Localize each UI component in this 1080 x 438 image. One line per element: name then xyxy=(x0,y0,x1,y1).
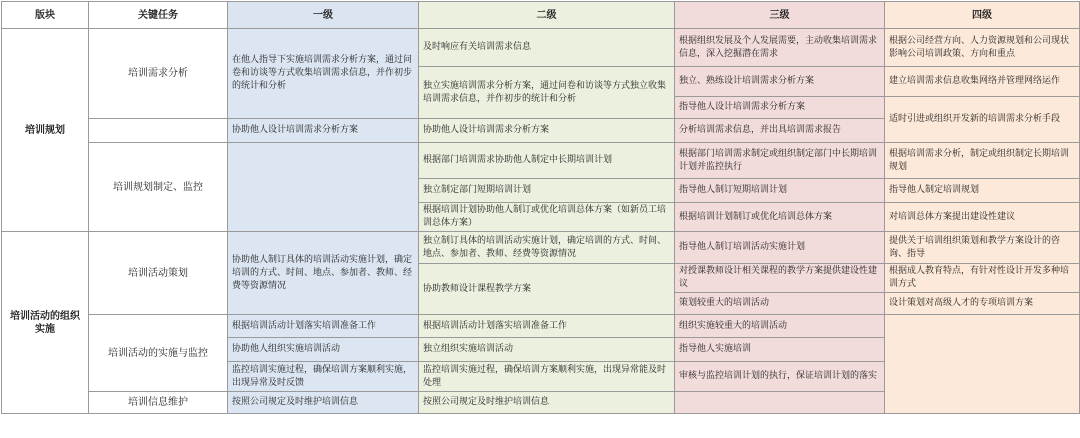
cell-level-3: 根据培训计划制订或优化培训总体方案 xyxy=(675,203,885,232)
table-row xyxy=(2,143,1080,179)
cell-level-2: 根据部门培训需求协助他人制定中长期培训计划 xyxy=(419,143,675,179)
header-level-3: 三级 xyxy=(675,2,885,29)
cell-level-2: 独立组织实施培训活动 xyxy=(419,338,675,362)
header-row xyxy=(2,2,1080,29)
cell-level-3: 策划较重大的培训活动 xyxy=(675,293,885,315)
cell-level-2: 监控培训实施过程，确保培训方案顺利实施，出现异常能及时处理 xyxy=(419,362,675,392)
cell-level-1: 监控培训实施过程，确保培训方案顺利实施，出现异常及时反馈 xyxy=(228,362,419,392)
cell-level-3: 指导他人设计培训需求分析方案 xyxy=(675,97,885,119)
table-row xyxy=(2,315,1080,338)
cell-level-4: 建立培训需求信息收集网络并管理网络运作 xyxy=(885,67,1080,97)
table-row xyxy=(2,29,1080,67)
cell-level-3: 指导他人制订短期培训计划 xyxy=(675,179,885,203)
cell-level-2: 按照公司规定及时维护培训信息 xyxy=(419,392,675,414)
cell-level-4: 根据成人教育特点，有针对性设计开发多种培训方式 xyxy=(885,264,1080,293)
header-level-2: 二级 xyxy=(419,2,675,29)
cell-level-1: 在他人指导下实施培训需求分析方案，通过问卷和访谈等方式收集培训需求信息，并作初步的统计和分析 xyxy=(228,29,419,119)
header-section: 版块 xyxy=(2,2,89,29)
cell-level-4: 提供关于培训组织策划和教学方案设计的咨询、指导 xyxy=(885,232,1080,264)
cell-level-4: 设计策划对高级人才的专项培训方案 xyxy=(885,293,1080,315)
competency-table xyxy=(1,1,1080,414)
cell-level-1: 按照公司规定及时维护培训信息 xyxy=(228,392,419,414)
section-implementation: 培训活动的组织实施 xyxy=(2,232,89,414)
cell-level-4: 适时引进或组织开发新的培训需求分析手段 xyxy=(885,97,1080,143)
cell-level-3: 组织实施较重大的培训活动 xyxy=(675,315,885,338)
cell-level-2: 及时响应有关培训需求信息 xyxy=(419,29,675,67)
cell-level-3: 指导他人实施培训 xyxy=(675,338,885,362)
cell-level-2: 独立制定部门短期培训计划 xyxy=(419,179,675,203)
cell-level-3: 独立、熟练设计培训需求分析方案 xyxy=(675,67,885,97)
cell-level-2: 独立制订具体的培训活动实施计划，确定培训的方式、时间、地点、参加者、教师、经费等资源情况 xyxy=(419,232,675,264)
cell-level-4: 根据公司经营方向、人力资源规划和公司现状影响公司培训政策、方向和重点 xyxy=(885,29,1080,67)
cell-level-3: 对授课教师设计相关课程的教学方案提供建设性建议 xyxy=(675,264,885,293)
table-row xyxy=(2,232,1080,264)
cell-level-4: 对培训总体方案提出建设性建议 xyxy=(885,203,1080,232)
task-activity-planning: 培训活动策划 xyxy=(89,232,228,315)
cell-level-3: 根据部门培训需求制定或组织制定部门中长期培训计划并监控执行 xyxy=(675,143,885,179)
cell-level-4: 指导他人制定培训规划 xyxy=(885,179,1080,203)
task-needs-analysis: 培训需求分析 xyxy=(89,29,228,119)
header-level-1: 一级 xyxy=(228,2,419,29)
cell-level-2: 协助教师设计课程教学方案 xyxy=(419,264,675,315)
cell-level-3: 审核与监控培训计划的执行，保证培训计划的落实 xyxy=(675,362,885,392)
cell-level-1: 协助他人组织实施培训活动 xyxy=(228,338,419,362)
header-level-4: 四级 xyxy=(885,2,1080,29)
cell-level-3-empty xyxy=(675,392,885,414)
cell-level-1: 协助他人制订具体的培训活动实施计划，确定培训的方式、时间、地点、参加者、教师、经费等资源情况 xyxy=(228,232,419,315)
cell-level-3: 根据组织发展及个人发展需要，主动收集培训需求信息，深入挖掘潜在需求 xyxy=(675,29,885,67)
cell-level-3: 分析培训需求信息，并出具培训需求报告 xyxy=(675,119,885,143)
cell-level-2: 根据培训活动计划落实培训准备工作 xyxy=(419,315,675,338)
task-info-maintenance: 培训信息维护 xyxy=(89,392,228,414)
cell-level-4: 根据培训需求分析，制定或组织制定长期培训规划 xyxy=(885,143,1080,179)
task-execution-monitoring: 培训活动的实施与监控 xyxy=(89,315,228,392)
cell-level-1: 协助他人设计培训需求分析方案 xyxy=(228,119,419,143)
cell-level-2: 独立实施培训需求分析方案，通过问卷和访谈等方式独立收集培训需求信息，并作初步的统计和分析 xyxy=(419,67,675,119)
cell-level-3: 指导他人制订培训活动实施计划 xyxy=(675,232,885,264)
task-plan-monitor: 培训规划制定、监控 xyxy=(89,143,228,232)
cell-level-1: 根据培训活动计划落实培训准备工作 xyxy=(228,315,419,338)
cell-level-4-empty xyxy=(885,315,1080,414)
cell-level-2: 协助他人设计培训需求分析方案 xyxy=(419,119,675,143)
section-planning: 培训规划 xyxy=(2,29,89,232)
task-needs-analysis-empty xyxy=(89,119,228,143)
cell-level-2: 根据培训计划协助他人制订或优化培训总体方案（如新员工培训总体方案） xyxy=(419,203,675,232)
header-task: 关键任务 xyxy=(89,2,228,29)
cell-level-1-empty xyxy=(228,143,419,232)
